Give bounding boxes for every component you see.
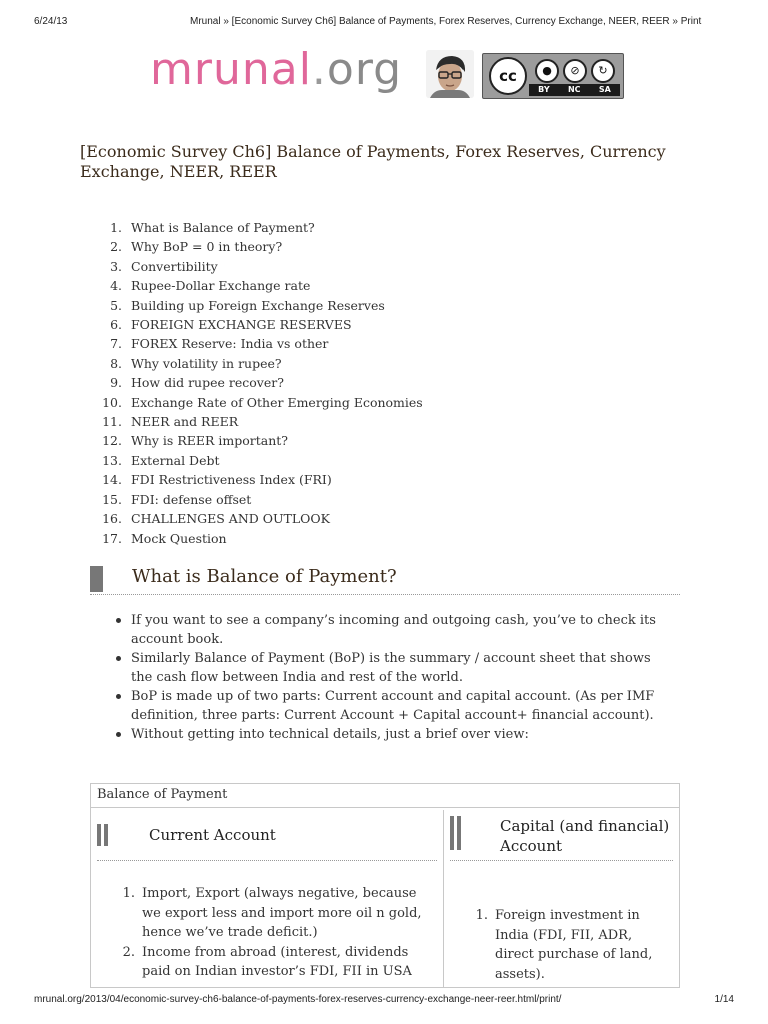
toc-link[interactable]: FDI: defense offset [131, 491, 252, 507]
bop-intro-list [112, 611, 672, 744]
capital-account-list [456, 906, 671, 984]
toc-number: 15. [102, 491, 122, 507]
toc-item[interactable] [90, 529, 423, 548]
item-text: Import, Export (always negative, because we export less and import more oil n gold, hence we’ve trade deficit.) [142, 886, 422, 940]
item-number: 1. [475, 908, 488, 923]
toc-number: 16. [102, 511, 122, 527]
toc-link[interactable]: External Debt [131, 452, 220, 468]
toc-number: 17. [102, 530, 122, 546]
double-bar-icon [450, 816, 461, 850]
section-title: What is Balance of Payment? [132, 566, 397, 587]
toc-item[interactable] [90, 218, 423, 237]
toc-link[interactable]: Rupee-Dollar Exchange rate [131, 278, 311, 294]
toc-number: 9. [110, 375, 122, 391]
toc-link[interactable]: How did rupee recover? [131, 375, 284, 391]
toc-link[interactable]: Building up Foreign Exchange Reserves [131, 297, 385, 313]
current-account-column [91, 810, 444, 987]
toc-link[interactable]: Why BoP = 0 in theory? [131, 239, 283, 255]
toc-link[interactable]: What is Balance of Payment? [131, 220, 315, 235]
current-account-list [103, 884, 433, 982]
toc-item[interactable] [90, 296, 423, 315]
toc-item[interactable] [90, 490, 423, 509]
cc-icon: cc [489, 57, 527, 95]
toc-item[interactable] [90, 237, 423, 256]
page-number: 1/14 [714, 994, 734, 1005]
section-heading [90, 564, 680, 595]
sa-recycle-icon: ↻ [591, 59, 615, 83]
toc-link[interactable]: Convertibility [131, 258, 218, 274]
toc-item[interactable] [90, 354, 423, 373]
toc-item[interactable] [90, 393, 423, 412]
cc-license-badge[interactable] [482, 53, 624, 99]
toc-link[interactable]: CHALLENGES AND OUTLOOK [131, 511, 331, 527]
toc-number: 11. [102, 414, 122, 430]
author-portrait-icon [426, 50, 474, 98]
toc-number: 12. [102, 433, 122, 449]
capital-account-column [444, 810, 679, 987]
list-item: Without getting into technical details, just a brief over view: [112, 725, 672, 744]
list-item [103, 943, 433, 982]
toc-item[interactable] [90, 412, 423, 431]
list-item [103, 884, 433, 943]
print-page-title: Mrunal » [Economic Survey Ch6] Balance of Payments, Forex Reserves, Currency Exchange, NEER, REER » Print [190, 16, 702, 27]
capital-account-heading: Capital (and financial) Account [500, 817, 670, 855]
column-header [450, 810, 673, 861]
current-account-heading: Current Account [149, 826, 276, 844]
toc-item[interactable] [90, 431, 423, 450]
print-header [34, 16, 734, 30]
item-number: 2. [122, 944, 135, 960]
column-header [97, 810, 437, 861]
list-item: BoP is made up of two parts: Current account and capital account. (As per IMF definition, three parts: Current Account + Capital account+ financial account). [112, 687, 672, 725]
by-person-icon: ● [535, 59, 559, 83]
toc-link[interactable]: Why is REER important? [131, 433, 288, 449]
item-text: Income from abroad (interest, dividends paid on Indian investor’s FDI, FII in USA [142, 944, 412, 979]
toc-link[interactable]: FOREIGN EXCHANGE RESERVES [131, 317, 352, 333]
toc-item[interactable] [90, 509, 423, 528]
list-item: If you want to see a company’s incoming and outgoing cash, you’ve to check its account book. [112, 611, 672, 649]
cc-label-sa: SA [598, 85, 611, 94]
logo-tld: org [326, 44, 403, 95]
toc-number: 14. [102, 472, 122, 488]
list-item: Similarly Balance of Payment (BoP) is the summary / account sheet that shows the cash flow between India and rest of the world. [112, 649, 672, 687]
toc-item[interactable] [90, 470, 423, 489]
toc-link[interactable]: FOREX Reserve: India vs other [131, 336, 329, 352]
toc-item[interactable] [90, 276, 423, 295]
heading-bar-icon [90, 566, 103, 592]
logo-wordmark [150, 44, 402, 95]
toc-link[interactable]: Exchange Rate of Other Emerging Economies [131, 394, 423, 410]
toc-number: 1. [110, 220, 122, 235]
toc-number: 4. [110, 278, 122, 294]
toc-item[interactable] [90, 373, 423, 392]
toc-number: 8. [110, 355, 122, 371]
logo-brand: mrunal [150, 44, 312, 95]
toc-number: 5. [110, 297, 122, 313]
cc-label-strip [529, 84, 620, 96]
toc-number: 13. [102, 452, 122, 468]
nc-dollar-icon: ⊘ [563, 59, 587, 83]
table-of-contents [90, 218, 423, 548]
cc-label-by: BY [538, 85, 550, 94]
print-footer [34, 994, 734, 1008]
toc-link[interactable]: NEER and REER [131, 414, 239, 430]
item-text: Foreign investment in India (FDI, FII, ADR, direct purchase of land, assets). [495, 908, 653, 982]
item-number: 1. [122, 886, 135, 901]
logo-dot: . [311, 44, 327, 95]
list-item [456, 906, 671, 984]
toc-item[interactable] [90, 451, 423, 470]
toc-number: 10. [102, 394, 122, 410]
toc-item[interactable] [90, 315, 423, 334]
bop-table [90, 783, 680, 988]
toc-link[interactable]: FDI Restrictiveness Index (FRI) [131, 472, 332, 488]
print-date: 6/24/13 [34, 16, 68, 27]
toc-number: 2. [110, 239, 122, 255]
table-caption: Balance of Payment [91, 784, 679, 808]
cc-label-nc: NC [567, 85, 581, 94]
toc-link[interactable]: Mock Question [131, 530, 227, 546]
toc-link[interactable]: Why volatility in rupee? [131, 355, 282, 371]
toc-number: 6. [110, 317, 122, 333]
toc-item[interactable] [90, 257, 423, 276]
toc-number: 3. [110, 258, 122, 274]
author-avatar [426, 50, 474, 98]
toc-number: 7. [110, 336, 122, 352]
page-url: mrunal.org/2013/04/economic-survey-ch6-balance-of-payments-forex-reserves-currency-exchange-neer-reer.html/print/ [34, 994, 562, 1005]
toc-item[interactable] [90, 334, 423, 353]
double-bar-icon [97, 824, 108, 846]
article-title: [Economic Survey Ch6] Balance of Payments, Forex Reserves, Currency Exchange, NEER, REER [80, 142, 666, 181]
